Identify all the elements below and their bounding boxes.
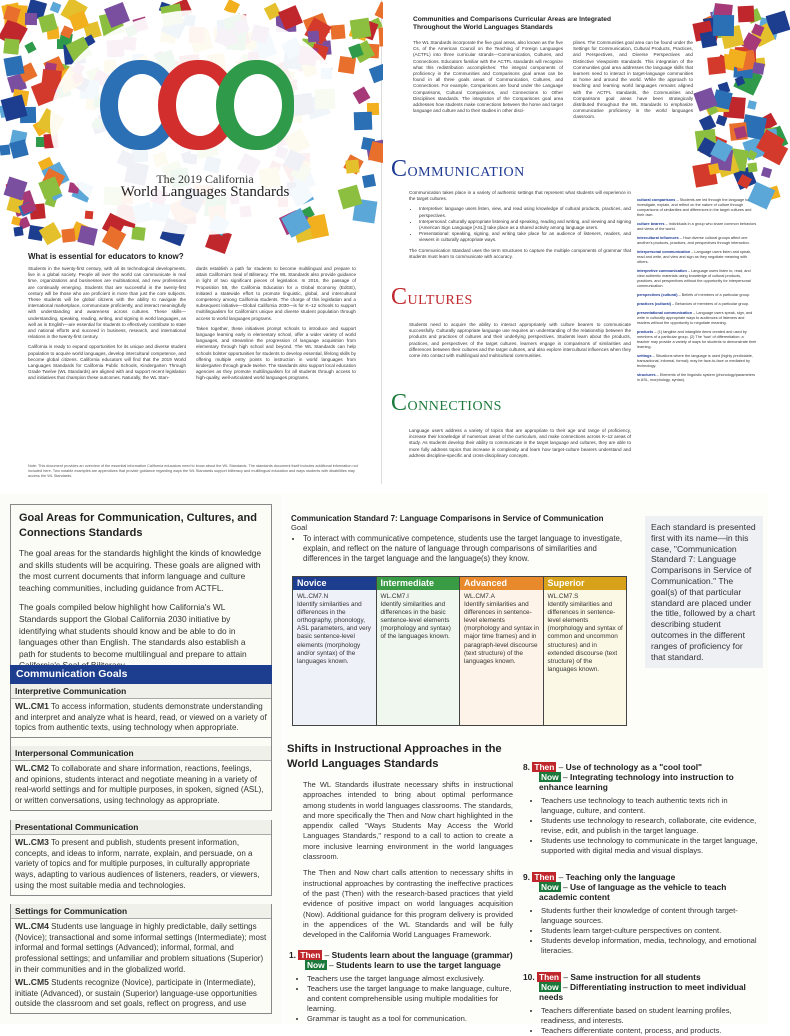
communication-text xyxy=(409,190,631,264)
mosaic-tile xyxy=(362,174,376,188)
mosaic-corner xyxy=(693,0,768,190)
shift-item-1 xyxy=(289,950,517,1024)
glossary-entry: practices (cultural) – Behaviors of members of a particular group. xyxy=(637,302,750,306)
shift-then-row: 8. Then – Use of technology as a "cool tool" xyxy=(523,762,703,772)
glossary-entry: interpersonal communication – Language users listen and speak, read and write, and view and sign as they negotiate meaning with others. xyxy=(637,250,752,264)
goal-label: Goal xyxy=(291,523,308,532)
glossary-term: perspectives (cultural) xyxy=(637,293,678,297)
shifts-paragraph: The WL Standards illustrate necessary shifts in instructional approaches intended to bring about optimal performance among students in world languages classrooms. The standards, and more specifically the Then and Now chart highlighted in the appendix called "Ways Students May Access the World Languages Standards," respond to a call to action to create a more inclusive learning environment in the world languages classroom. xyxy=(303,780,513,862)
proficiency-column-superior xyxy=(544,577,627,725)
shift-now-row: Now – Differentiating instruction to meet individual needs xyxy=(539,982,746,1002)
glossary-definition: Language users speak, sign, and write in culturally appropriate ways to audiences of listeners and readers without the opportunity to negotiate meaning. xyxy=(637,311,753,325)
proficiency-chart xyxy=(292,576,627,726)
mosaic-tile xyxy=(737,6,753,22)
glossary-definition: Language users listen and speak, read and write, and view and sign as they negotiate meaning with others. xyxy=(637,250,752,264)
shift-item-10 xyxy=(523,972,763,1036)
proficiency-level-label: Advanced xyxy=(460,577,543,590)
glossary-definition: Elements of the linguistic system (phonology/parameters in ASL, morphology, syntax). xyxy=(637,373,755,382)
ccc-heading-line1: Communities and Comparisons Curricular Areas are Integrated xyxy=(413,16,611,23)
bullet-item: • Presentational: speaking, signing, and writing take place for an audience of listeners, readers, and viewers in culturally appropriate ways. xyxy=(419,231,631,243)
goal-group xyxy=(10,974,272,1014)
page-gap xyxy=(0,484,768,494)
shift-item-8 xyxy=(523,762,763,856)
goals-page xyxy=(0,494,282,1024)
glossary-definition: How diverse cultural groups affect one another's products, practices, and perspectives through interaction. xyxy=(637,236,750,245)
glossary-term: settings xyxy=(637,354,652,358)
glossary-term: products xyxy=(637,330,654,334)
mosaic-tile xyxy=(747,100,757,110)
title-rest: ONNECTIONS xyxy=(407,399,502,414)
goal-text xyxy=(15,977,267,1010)
mosaic-tile xyxy=(716,115,728,127)
standard-title: Communication Standard 7: Language Comparisons in Service of Communication xyxy=(291,514,604,523)
glossary-term: practices (cultural) xyxy=(637,302,671,306)
shift-bullet: • Students learn target-culture perspectives on content. xyxy=(541,926,763,936)
communication-bullets xyxy=(419,206,631,243)
bullet-item: • Interpretive: language users listen, view, and read using knowledge of cultural products, practices, and perspectives. xyxy=(419,206,631,218)
shift-bullet: • Grammar is taught as a tool for communication. xyxy=(307,1014,517,1024)
shift-bullet: • Teachers use the target language almost exclusively. xyxy=(307,974,517,984)
communication-paragraph: The Communication Standard uses the term structures to capture the multiple components of grammar that students must learn to communicate with accuracy. xyxy=(409,247,631,259)
cover-title-line1: The 2019 California xyxy=(156,172,254,186)
mosaic-tile xyxy=(9,140,29,160)
cultures-title xyxy=(391,284,473,311)
proficiency-cell xyxy=(293,590,376,666)
goal-areas-paragraph: The goals compiled below highlight how California's WL Standards support the Global California 2030 initiative by identifying what students should know and be able to do in languages other than English. The standards also establish a path for students to become multilingual and prepare to attain xyxy=(19,602,247,659)
title-initial: C xyxy=(391,284,408,310)
now-badge: Now xyxy=(541,882,559,892)
title-rest: OMMUNICATION xyxy=(407,165,525,180)
shift-item-9 xyxy=(523,872,763,956)
proficiency-text: Identify similarities and differences in sentence-level elements (morphology and syntax of common and uncommon structures) and in extended discourse (text structure) of the languages known. xyxy=(547,601,623,673)
glossary-term: culture bearers xyxy=(637,222,665,226)
ccc-page xyxy=(383,0,768,484)
cover-column-2 xyxy=(196,266,356,386)
shift-then-row: 1. Then – Students learn about the language (grammar) xyxy=(289,950,513,960)
goal-areas-title: Goal Areas for Communication, Cultures, and Connections Standards xyxy=(19,512,257,539)
now-text: Differentiating instruction to meet individual needs xyxy=(539,982,746,1002)
ccc-heading xyxy=(413,16,683,32)
title-initial: C xyxy=(391,390,408,416)
glossary-definition: Students are led through the language to investigate, explain, and reflect on the nature of culture through comparisons of similarities and differences in the target cultures and their own. xyxy=(637,198,752,217)
goal-group xyxy=(10,684,272,738)
then-text: Use of technology as a "cool tool" xyxy=(565,762,703,772)
cover-paragraph: Taken together, these initiatives prompt schools to introduce and support language learning early in elementary school, offer a wider variety of world languages, and streamline the progression of language acquisition from elementary through high school and beyond. The WL Standards can help schools bolster opportunities for students to develop essential, lifelong skills by offering multiple entry points to instruction in world languages from kindergarten through grade twelve. The standards also support local education agencies as they promote multilingualism for all students through access to high-quality, well-articulated world languages programs. xyxy=(196,325,356,381)
goal-group-title: Settings for Communication xyxy=(11,904,271,919)
shift-number: 8. xyxy=(523,762,530,772)
communication-goals-header: Communication Goals xyxy=(10,665,272,684)
glossary-definition: Beliefs of members of a particular group. xyxy=(681,293,751,297)
goal-description: To present and publish, students present information, concepts, and ideas to inform, narrate, explain, and persuade, on a variety of topics and for multiple purposes, in culturally appropriate ways, adapting to various audiences of listeners, readers, or viewers, using the most suitable media and technologies. xyxy=(15,838,260,890)
mosaic-tile xyxy=(24,42,36,54)
goal-description: To collaborate and share information, reactions, feelings, and opinions, students interact and negotiate meaning in a variety of real-world settings and for multiple purposes, in spoken, signed (ASL), or written conversations, using technology as appropriate. xyxy=(15,764,264,806)
mosaic-tile xyxy=(346,160,361,175)
glossary-term: presentational communication xyxy=(637,311,693,315)
shift-bullet: • Teachers use the target language to make language, culture, and content comprehensible using multiple modalities for learning. xyxy=(307,984,517,1014)
shift-bullet: • Teachers differentiate content, process, and products. xyxy=(541,1026,763,1036)
cultures-text: Students need to acquire the ability to interact appropriately with culture bearers to communicate successfully. Culturally appropriate language use requires an understanding of the relationship between the products and practices of cultures and their underlying perspectives. Students learn about the products, practices, and perspectives of the target cultures, learners engage in comparisons of similarities and differences between their cultures and the target cultures, and also explore intercultural influences when they come into contact with multilingual and multicultural communities. xyxy=(409,322,631,359)
shift-bullets xyxy=(541,906,763,956)
goal-text xyxy=(15,763,267,807)
goal-list xyxy=(303,534,625,564)
mosaic-tile xyxy=(726,49,746,69)
shift-bullet: • Teachers differentiate based on student learning profiles, readiness, and interests. xyxy=(541,1006,763,1026)
goal-text xyxy=(15,701,267,734)
goal-areas-paragraph: The goal areas for the standards highlight the kinds of knowledge and skills students will be acquiring. These goals are aligned with the most current documents that inform language and culture teaching communities, including guidance from ACTFL. xyxy=(19,548,262,593)
glossary-sidebar xyxy=(637,198,757,387)
goal-description: To access information, students demonstrate understanding and interpret and analyze what is heard, read, or viewed on a variety of topics from authentic texts, using technology when appropriate. xyxy=(15,702,267,733)
standards-page xyxy=(283,494,768,1035)
proficiency-text: Identify similarities and differences in sentence-level elements (morphology and syntax in major time frames) and in paragraph-level discourse (text structure) of the languages known. xyxy=(464,601,539,665)
shift-bullet: • Students further their knowledge of content through target-language sources. xyxy=(541,906,763,926)
proficiency-column-advanced xyxy=(460,577,544,725)
shift-number: 1. xyxy=(289,950,296,960)
then-badge: Then xyxy=(534,762,555,772)
connections-text: Language users address a variety of topics that are appropriate to their age and range of proficiency, increase their knowledge of numerous areas of the curriculum, and make connections across K–12 areas of study. As students develop their ability to communicate in the target language and cultures, they are able to more fully address topics that increase in complexity and learn how target-culture bearers understand and address discipline-specific and cross-disciplinary concepts. xyxy=(409,428,631,458)
glossary-entry: presentational communication – Language users speak, sign, and write in culturally appropriate ways to audiences of listeners and readers without the opportunity to negotiate meaning. xyxy=(637,311,753,325)
proficiency-column-novice xyxy=(293,577,377,725)
mosaic-tile xyxy=(13,227,23,237)
shift-bullets xyxy=(541,796,763,856)
goal-code: WL.CM4 xyxy=(15,921,49,931)
proficiency-cell xyxy=(544,590,627,674)
mosaic-tile xyxy=(307,30,319,42)
now-text: Integrating technology into instruction to enhance learning xyxy=(539,772,734,792)
proficiency-code: WL.CM7.N xyxy=(297,593,329,600)
glossary-entry: products – (1) tangible and intangible items created and used by members of a particular group. (2) The 'how' of differentiation: a teacher may provide a variety of ways for students to demonstrate their learning. xyxy=(637,330,757,349)
ccc-intro-col1: The WL Standards incorporate the five goal areas, also known as the five Cs, of the American Council on the Teaching of Foreign Languages (ACTFL) into three curricular strands—Communication, Cultures, and Connections. Educators familiar with the ACTFL standards will recognize what this redistribution accomplishes: The integral components of proficiency in the Communities and Comparisons goal areas can be found in all three goals areas of Communication, Cultures, and Connections. For example, Comparisons are found under the Language Comparisons, Cultural Comparisons, and Connections to Other Disciplines standards. The integration of the Comparisons goal area addresses how students make connections between the home and target language and culture and to their studies in other disci- xyxy=(413,40,563,114)
cover-column-1 xyxy=(28,266,186,386)
then-badge: Then xyxy=(538,972,559,982)
proficiency-level-label: Novice xyxy=(293,577,376,590)
goal-group-title: Interpersonal Communication xyxy=(11,746,271,761)
cover-page xyxy=(0,0,382,484)
head-profile-green xyxy=(216,60,294,150)
glossary-term: structures xyxy=(637,373,656,377)
goal-code: WL.CM5 xyxy=(15,977,49,987)
glossary-definition: Individuals in a group who share common behaviors and views of the world. xyxy=(637,222,757,231)
mosaic-tile xyxy=(38,222,62,246)
mosaic-tile xyxy=(330,24,346,40)
proficiency-text: Identify similarities and differences in the basic sentence-level elements (morphology and syntax) of the languages known. xyxy=(380,601,451,641)
mosaic-tile xyxy=(748,163,758,173)
mosaic-tile xyxy=(3,38,19,54)
glossary-entry: settings – Situations where the language is used (highly predictable, transactional, informal, formal); may be face-to-face or mediated by technology. xyxy=(637,354,753,368)
then-text: Same instruction for all students xyxy=(570,972,701,982)
mosaic-tile xyxy=(350,18,372,40)
ccc-logo xyxy=(100,60,290,150)
now-text: Use of language as the vehicle to teach academic content xyxy=(539,882,727,902)
cover-paragraph: California is ready to expand opportunities for its unique and diverse student population to acquire world languages, develop intercultural competence, and become global citizens. California educators will find that the 2019 World Languages Standards for California Public Schools, Kindergarten Through Grade Twelve (WL Standards) are aligned with and support recent legislation and initiatives that champion these outcomes. Naturally, the WL Stan- xyxy=(28,344,186,381)
shift-now-row: Now – Use of language as the vehicle to teach academic content xyxy=(539,882,727,902)
now-badge: Now xyxy=(307,960,325,970)
glossary-term: cultural comparisons xyxy=(637,198,676,202)
glossary-entry: interpretive communication – Language users listen to, read, and view authentic materials using knowledge of cultural products, practices, and perspectives without the opportunity for interpersonal communication. xyxy=(637,269,751,288)
shifts-paragraph: The Then and Now chart calls attention to necessary shifts in instructional approaches by contrasting the ineffective practices of the past (Then) with the research-based practices that yield evidence of positive impact on world languages acquisition (Now). Additional guidance for this program delivery is provided in the appendices of the WL Standards and will be fully developed in the California World Languages Framework. xyxy=(303,868,513,940)
ccc-heading-line2: Throughout the World Languages Standards xyxy=(413,24,553,31)
shift-number: 10. xyxy=(523,972,535,982)
glossary-entry: cultural comparisons – Students are led through the language to investigate, explain, and reflect on the nature of culture through comparisons of similarities and differences in the target cultures and their own. xyxy=(637,198,752,217)
shifts-section xyxy=(283,736,768,1035)
shift-now-row: Now – Students learn to use the target language xyxy=(307,960,501,970)
mosaic-tile xyxy=(25,13,37,25)
shift-bullet: • Teachers use technology to teach authentic texts rich in language, culture, and content. xyxy=(541,796,763,816)
goal-item: • To interact with communicative competence, students use the target language to investigate, explain, and reflect on the nature of language through comparisons of similarities and differences in the target language and the language(s) they know. xyxy=(303,534,625,564)
then-badge: Then xyxy=(300,950,321,960)
goal-code: WL.CM1 xyxy=(15,701,49,711)
mosaic-tile xyxy=(4,55,25,76)
title-initial: C xyxy=(391,156,408,182)
shift-bullets xyxy=(541,1006,763,1036)
shifts-intro xyxy=(303,780,513,946)
goal-description: Students recognize (Novice), participate in (Intermediate), initiate (Advanced), or sustain (Superior) language-use opportunities outside the classroom and set goals, reflect on progress, and use xyxy=(15,978,257,1009)
then-badge: Then xyxy=(534,872,555,882)
mosaic-tile xyxy=(11,216,21,226)
mosaic-tile xyxy=(353,112,372,131)
title-rest: ULTURES xyxy=(407,293,473,308)
goal-code: WL.CM3 xyxy=(15,837,49,847)
goal-group-title: Presentational Communication xyxy=(11,820,271,835)
shift-number: 9. xyxy=(523,872,530,882)
mosaic-tile xyxy=(708,57,726,75)
proficiency-text: Identify similarities and differences in the orthography, phonology, ASL parameters, and very basic sentence-level elements (morphology and/or syntax) of the languages known. xyxy=(297,601,372,665)
glossary-definition: Language users listen to, read, and view authentic materials using knowledge of cultural products, practices, and perspectives without the opportunity for interpersonal communication. xyxy=(637,269,751,288)
goal-group-title: Interpretive Communication xyxy=(11,684,271,699)
proficiency-cell xyxy=(377,590,460,642)
shift-now-row: Now – Integrating technology into instruction to enhance learning xyxy=(539,772,734,792)
glossary-entry: culture bearers – Individuals in a group who share common behaviors and views of the world. xyxy=(637,222,757,231)
communication-title xyxy=(391,156,525,183)
now-badge: Now xyxy=(541,982,559,992)
cover-note: Note: This document provides an overview of the essential information California educators need to know about the WL Standards. The standards document itself includes additional information not included here. Two notable examples are appendices that provide guidance regarding ways the WL Standards support biliteracy and multilingual education and ways students with disabilities may access the WL Standards. xyxy=(28,464,358,478)
proficiency-cell xyxy=(460,590,543,666)
shift-then-row: 10. Then – Same instruction for all students xyxy=(523,972,701,982)
now-text: Students learn to use the target language xyxy=(336,960,501,970)
mosaic-tile xyxy=(713,15,734,36)
shift-bullets xyxy=(307,974,517,1024)
shifts-title: Shifts in Instructional Approaches in the World Languages Standards xyxy=(287,743,502,770)
glossary-definition: (1) tangible and intangible items created and used by members of a particular group. (2) The 'how' of differentiation: a teacher may provide a variety of ways for students to demonstrate their learning. xyxy=(637,330,757,349)
glossary-term: intercultural influences xyxy=(637,236,679,240)
ccc-intro-col2: plines. The Communities goal area can be found under the Settings for Communication, Cultural Products, Practices, and Perspectives, and Diverse Perspectives and Distinctive Viewpoints standards. This integration of the Communities goal area addresses the language skills that learners need to interact in target-language communities at home and around the world. While the approach to teaching and learning world languages remains aligned with the ACTFL standards, the Communities and Comparisons goal areas have been strategically distributed throughout the WL Standards to emphasize communicative proficiency in the world languages classroom. xyxy=(573,40,693,120)
goal-description: Students use language in highly predictable, daily settings (Novice); transactional and some informal settings (Intermediate); most informal and formal settings (Advanced); informal, formal, and professional settings; and unfamiliar and problem situations (Superior) in their communities and in the globalized world. xyxy=(15,922,267,974)
proficiency-level-label: Superior xyxy=(544,577,627,590)
shift-bullet: • Students use technology to research, collaborate, cite evidence, revise, edit, and publish in the target language. xyxy=(541,816,763,836)
glossary-entry: perspectives (cultural) – Beliefs of members of a particular group. xyxy=(637,293,751,297)
standard-side-note: Each standard is presented first with its name—in this case, "Communication Standard 7: Language Comparisons in Service of Communication." The goal(s) of that particular standard are placed under the title, followed by a chart describing student outcomes in the different ranges of proficiency for that standard. xyxy=(645,516,763,668)
proficiency-column-intermediate xyxy=(377,577,461,725)
cover-title-line2: World Languages Standards xyxy=(120,184,290,200)
shift-bullet: • Students develop information, media, technology, and emotional literacies. xyxy=(541,936,763,956)
mosaic-tile xyxy=(752,62,765,75)
cover-paragraph: Students in the twenty-first century, with all its technological developments, live in a global society. People all over the world can communicate in real time, organizations and businesses are multinational, and new professions are continually emerging. Students that are successful in the twenty-first century will be those who are proficient in more than just the core subjects. These students will be global citizens with the ability to navigate the international marketplace, communicate proficiently, and interact meaningfully with understanding and awareness across cultures. These skills—understanding, speaking, reading, writing, and signing in world languages, as well as in English—are essential for students to effectively contribute to state and national efforts and succeed in business, research, and international relations in the twenty-first century. xyxy=(28,266,186,340)
shift-bullet: • Students use technology to communicate in the target language, supported with digital media and visual displays. xyxy=(541,836,763,856)
proficiency-level-label: Intermediate xyxy=(377,577,460,590)
goal-group xyxy=(10,746,272,811)
proficiency-code: WL.CM7.I xyxy=(380,593,409,600)
proficiency-code: WL.CM7.A xyxy=(464,593,495,600)
goal-text xyxy=(15,837,267,892)
mosaic-tile xyxy=(85,211,94,220)
goal-group xyxy=(10,820,272,896)
communication-paragraph: Communication takes place in a variety of authentic settings that represent what students will experience in the target cultures. xyxy=(409,190,631,202)
mosaic-tile xyxy=(78,225,99,246)
glossary-definition: Situations where the language is used (highly predictable, transactional, informal, formal); may be face-to-face or mediated by technology. xyxy=(637,354,753,368)
glossary-entry: structures – Elements of the linguistic system (phonology/parameters in ASL, morphology, syntax). xyxy=(637,373,755,382)
bullet-item: • Interpersonal: culturally appropriate listening and speaking, reading and writing, and viewing and signing (American Sign Language [ASL]) take place as a shared activity among language users. xyxy=(419,219,631,231)
goal-text xyxy=(15,921,267,976)
goal-code: WL.CM2 xyxy=(15,763,49,773)
glossary-entry: intercultural influences – How diverse cultural groups affect one another's products, practices, and perspectives through interaction. xyxy=(637,236,750,245)
mosaic-tile xyxy=(353,87,370,104)
shift-then-row: 9. Then – Teaching only the language xyxy=(523,872,676,882)
then-text: Students learn about the language (grammar) xyxy=(331,950,513,960)
glossary-term: interpersonal communication xyxy=(637,250,691,254)
glossary-definition: Behaviors of members of a particular group. xyxy=(675,302,750,306)
proficiency-code: WL.CM7.S xyxy=(547,593,579,600)
then-text: Teaching only the language xyxy=(565,872,676,882)
glossary-term: interpretive communication xyxy=(637,269,687,273)
mosaic-tile xyxy=(760,167,772,179)
now-badge: Now xyxy=(541,772,559,782)
connections-title xyxy=(391,390,502,417)
mosaic-tile xyxy=(61,229,76,244)
essential-heading: What is essential for educators to know? xyxy=(28,252,184,261)
cover-paragraph: dards establish a path for students to become multilingual and prepare to attain California's Seal of Biliteracy. The WL Standards also provide guidance in light of two significant pieces of legislation. In 2016, the passage of Proposition 58, the California Education for a Global Economy (EdGE), initiated a statewide effort to promote linguistic, global, and intercultural competency among California students. The charge of this legislation and a subsequent initiative—Global California 2030—is for K–12 schools to support multilingualism for California's unique and diverse student population through access to world languages programs. xyxy=(196,266,356,321)
mosaic-tile xyxy=(50,2,62,14)
goal-group xyxy=(10,904,272,980)
